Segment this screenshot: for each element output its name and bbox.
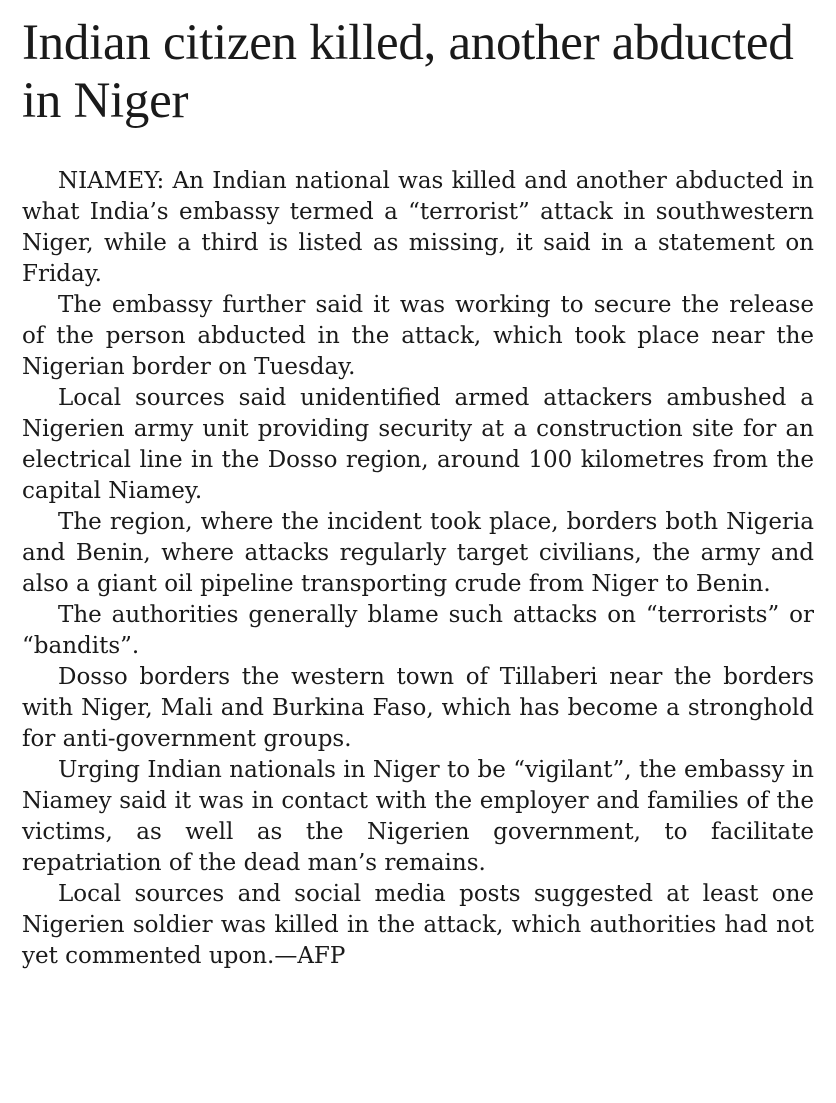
article-paragraph: The region, where the incident took place, borders both Nigeria and Benin, where attacks regularly target civilians, the army and also a giant oil pipeline transporting crude from Niger to Benin. — [22, 509, 814, 597]
article-body — [22, 166, 814, 972]
article-paragraph: The authorities generally blame such attacks on “terrorists” or “bandits”. — [22, 602, 814, 659]
article-paragraph: Urging Indian nationals in Niger to be “vigilant”, the embassy in Niamey said it was in contact with the employer and families of the victims, as well as the Nigerien government, to facilitate repatriation of the dead man’s remains. — [22, 757, 814, 876]
news-article — [22, 14, 814, 972]
article-paragraph: Local sources and social media posts suggested at least one Nigerien soldier was killed in the attack, which authorities had not yet commented upon.—AFP — [22, 881, 814, 969]
article-paragraph: Dosso borders the western town of Tillaberi near the borders with Niger, Mali and Burkina Faso, which has become a stronghold for anti-government groups. — [22, 664, 814, 752]
article-paragraph: The embassy further said it was working to secure the release of the person abducted in the attack, which took place near the Nigerian border on Tuesday. — [22, 292, 814, 380]
headline: Indian citizen killed, another abducted in Niger — [22, 15, 794, 129]
article-paragraph: Local sources said unidentified armed attackers ambushed a Nigerien army unit providing security at a construction site for an electrical line in the Dosso region, around 100 kilometres from the capital Niamey. — [22, 385, 814, 504]
article-paragraph: NIAMEY: An Indian national was killed and another abducted in what India’s embassy termed a “terrorist” attack in southwestern Niger, while a third is listed as missing, it said in a statement on Friday. — [22, 168, 814, 287]
